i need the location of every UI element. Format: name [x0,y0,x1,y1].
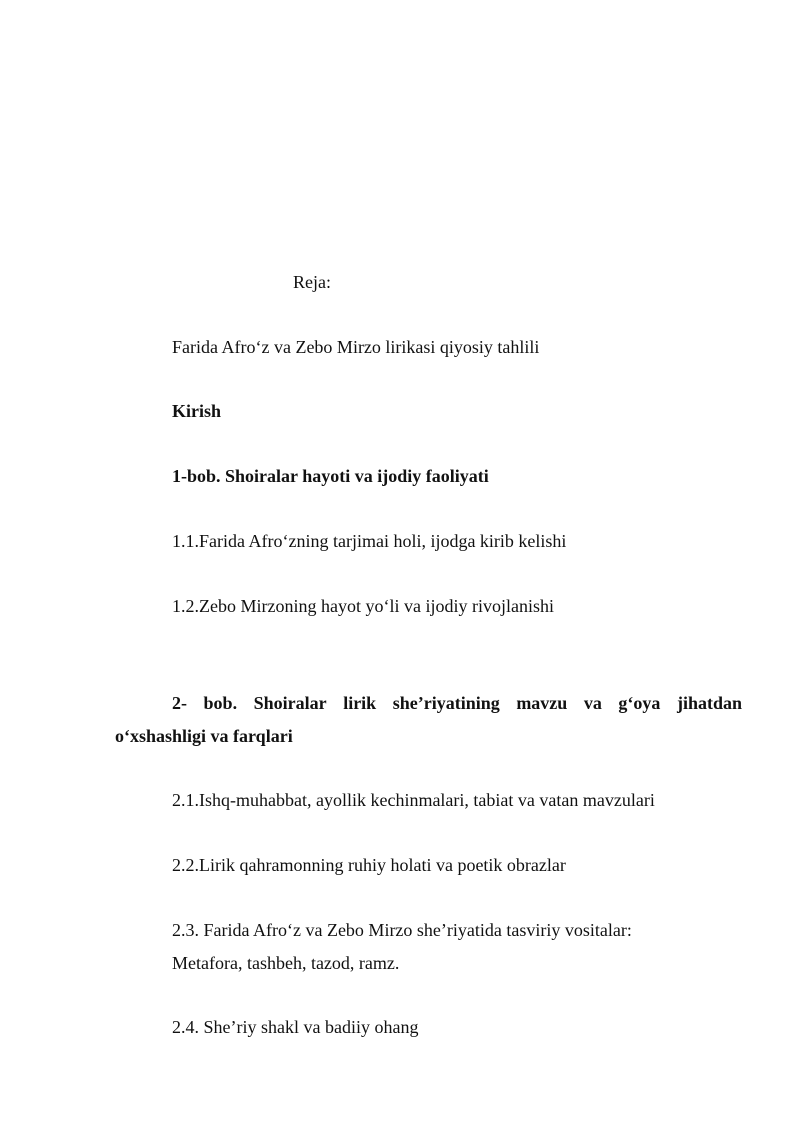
section-2-1: 2.1.Ishq-muhabbat, ayollik kechinmalari, tabiat va vatan mavzulari [172,790,655,810]
chapter2-title-line2: o‘xshashligi va farqlari [115,726,293,746]
chapter2-title-word: lirik [343,693,377,713]
intro-heading: Kirish [172,401,222,421]
chapter2-title-word: Shoiralar [253,693,327,713]
section-1-1: 1.1.Farida Afro‘zning tarjimai holi, ijodga kirib kelishi [172,531,567,551]
section-2-3: 2.3. Farida Afro‘z va Zebo Mirzo she’riyatida tasviriy vositalar: [172,920,632,940]
document-title: Farida Afro‘z va Zebo Mirzo lirikasi qiyosiy tahlili [172,337,540,357]
chapter2-title-word: va [583,693,602,713]
chapter2-title-word: bob. [203,693,238,713]
section-2-3-continuation: Metafora, tashbeh, tazod, ramz. [172,953,400,973]
section-2-2: 2.2.Lirik qahramonning ruhiy holati va poetik obrazlar [172,855,566,875]
chapter2-title-word: jihatdan [676,693,742,713]
section-2-4: 2.4. She’riy shakl va badiiy ohang [172,1017,419,1037]
section-1-2: 1.2.Zebo Mirzoning hayot yo‘li va ijodiy rivojlanishi [172,596,554,616]
chapter2-title-word: mavzu [516,693,568,713]
chapter2-title-word: g‘oya [618,693,661,713]
chapter2-title-line1 [172,687,742,720]
chapter2-title-word: 2- [172,693,187,713]
plan-heading: Reja: [293,272,331,292]
chapter1-title: 1-bob. Shoiralar hayoti va ijodiy faoliyati [172,466,489,486]
chapter2-title-word: she’riyatining [392,693,500,713]
